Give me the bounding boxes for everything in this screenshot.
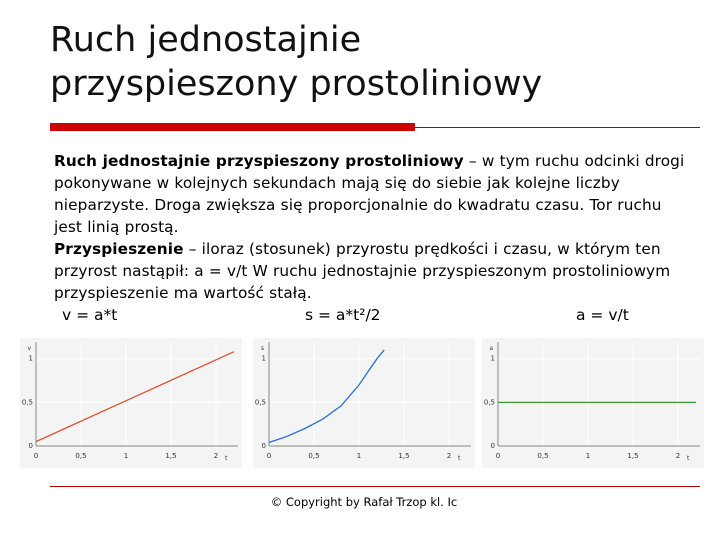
paragraph-definition (54, 150, 694, 238)
definition-motion: – w tym ruchu odcinki drogi pokonywane w kolejnych sekundach mają się do siebie jak kolejne liczby nieparzyste. Droga zwiększa się proporcjonalnie do kwadratu czasu. Tor ruchu jest linią prostą. (54, 152, 685, 236)
x-tick-label: 1 (123, 452, 129, 460)
graph-acceleration (482, 338, 704, 468)
slide-title-line-2: przyspieszony prostoliniowy (50, 64, 543, 104)
y-tick-label: 1 (490, 354, 495, 363)
x-tick-label: 0,5 (75, 452, 87, 460)
graph-velocity-svg (20, 338, 242, 468)
graph-acceleration-svg (482, 338, 704, 468)
x-tick-label: 1,5 (165, 452, 177, 460)
plot-background (20, 338, 242, 468)
y-tick-label: 0,5 (254, 398, 266, 407)
x-tick-label: 0,5 (308, 452, 320, 460)
slide-title (50, 18, 670, 106)
y-axis-label: s (260, 345, 264, 352)
plot-background (253, 338, 475, 468)
graph-velocity (20, 338, 242, 468)
x-tick-label: 0 (495, 452, 501, 460)
x-tick-label: 2 (675, 452, 681, 460)
y-tick-label: 0 (261, 442, 266, 450)
y-axis-label: a (489, 345, 493, 352)
copyright-text: © Copyright by Rafał Trzop kl. Ic (270, 495, 458, 509)
x-tick-label: 1 (585, 452, 591, 460)
y-tick-label: 1 (261, 354, 266, 363)
y-tick-label: 0 (28, 442, 33, 450)
footer (0, 495, 720, 509)
graph-distance (253, 338, 475, 468)
x-tick-label: 1 (356, 452, 362, 460)
x-tick-label: 2 (213, 452, 219, 460)
footer-rule (50, 486, 700, 487)
y-tick-label: 0,5 (21, 398, 33, 407)
formula-acceleration: a = v/t (576, 306, 629, 324)
x-tick-label: 0 (33, 452, 39, 460)
term-motion: Ruch jednostajnie przyspieszony prostoliniowy (54, 152, 464, 170)
x-axis-label: t (225, 455, 228, 462)
x-tick-label: 0,5 (537, 452, 549, 460)
formula-velocity: v = a*t (62, 306, 118, 324)
x-tick-label: 2 (446, 452, 452, 460)
x-axis-label: t (458, 455, 461, 462)
y-axis-label: v (27, 345, 31, 352)
y-tick-label: 0,5 (483, 398, 495, 407)
body-text (54, 150, 694, 304)
y-tick-label: 1 (28, 354, 33, 363)
x-tick-label: 1,5 (627, 452, 639, 460)
graph-distance-svg (253, 338, 475, 468)
x-tick-label: 1,5 (398, 452, 410, 460)
formula-distance: s = a*t²/2 (305, 306, 381, 324)
definition-acceleration: – iloraz (stosunek) przyrostu prędkości i czasu, w którym ten przyrost nastąpił: a = v/t W ruchu jednostajnie przyspieszonym prostoliniowym przyspieszenie ma wartość stałą. (54, 240, 671, 302)
paragraph-acceleration (54, 238, 694, 304)
y-tick-label: 0 (490, 442, 495, 450)
term-acceleration: Przyspieszenie (54, 240, 184, 258)
x-axis-label: t (687, 455, 690, 462)
x-tick-label: 0 (266, 452, 272, 460)
title-underline-accent (50, 123, 415, 131)
slide-title-line-1: Ruch jednostajnie (50, 20, 362, 60)
